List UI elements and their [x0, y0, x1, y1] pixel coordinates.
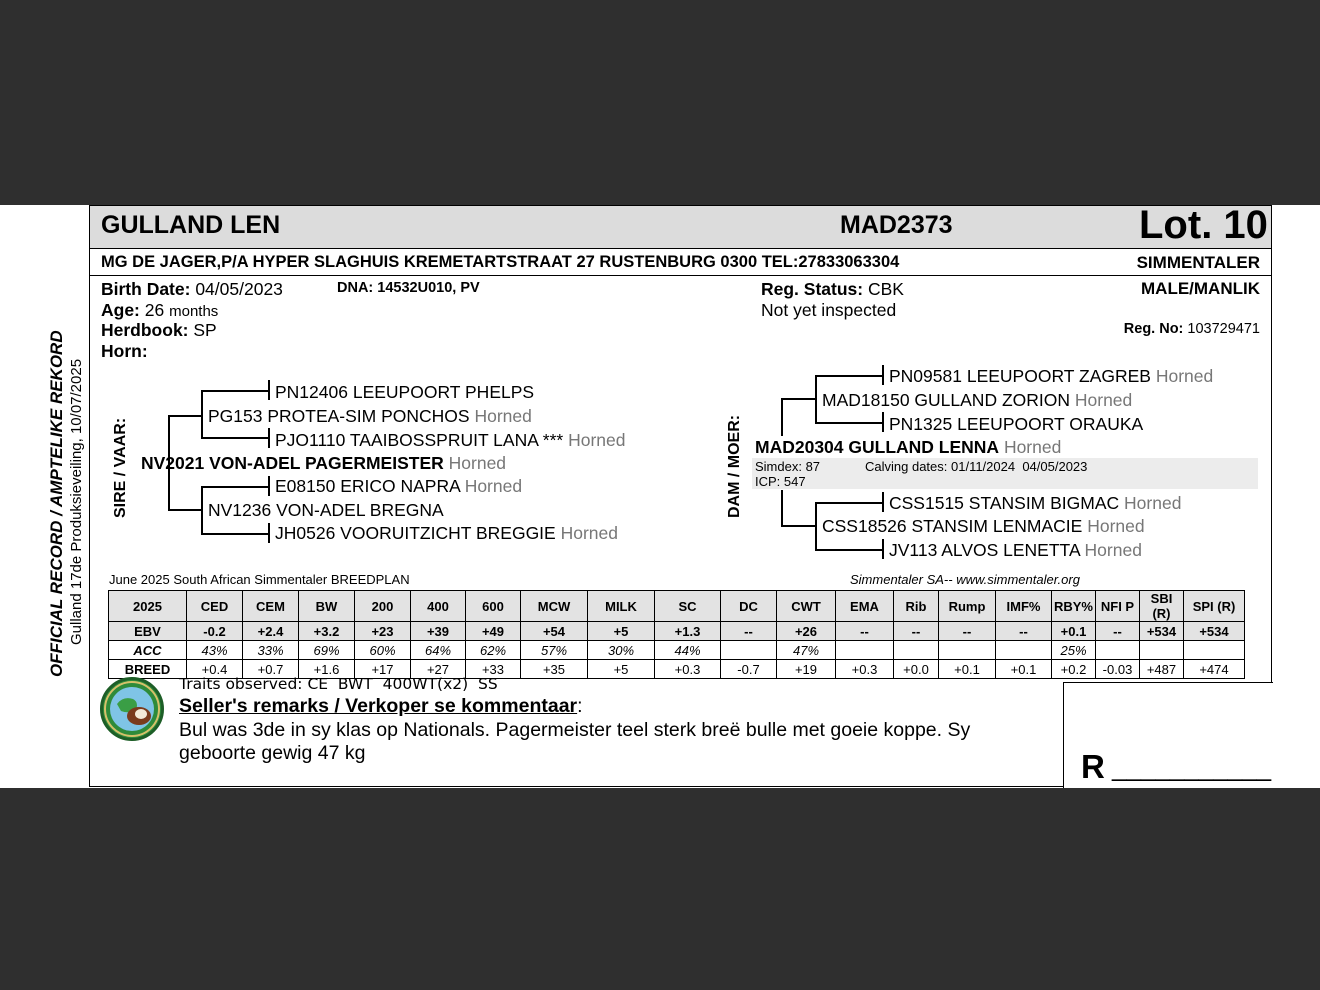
ebv-header-cell: SPI (R): [1184, 591, 1245, 622]
accuracy-row: [109, 641, 1245, 660]
pedigree-line: [268, 523, 270, 543]
pedigree-line: [815, 375, 883, 377]
sire-granddam: NV1236 VON-ADEL BREGNA: [208, 500, 444, 520]
accuracy-cell: 57%: [521, 641, 588, 660]
herdbook: Herdbook: SP: [101, 320, 217, 340]
remarks-line-1: Bul was 3de in sy klas op Nationals. Pagermeister teel sterk breë bulle met goeie koppe. Sy: [179, 719, 971, 741]
ebv-header-cell: 400: [411, 591, 466, 622]
ebv-header-cell: CED: [187, 591, 243, 622]
accuracy-cell: 69%: [299, 641, 355, 660]
owner-line: MG DE JAGER,P/A HYPER SLAGHUIS KREMETARTSTRAAT 27 RUSTENBURG 0300 TEL:27833063304: [101, 253, 900, 271]
accuracy-cell: [721, 641, 777, 660]
breed-cell: +0.3: [836, 660, 894, 679]
ebv-cell: +534: [1140, 622, 1184, 641]
traits-observed: Traits observed: CE BWT 400WT(x2) SS: [179, 675, 498, 693]
ebv-header-cell: BW: [299, 591, 355, 622]
sire-gddam: JH0526 VOORUITZICHT BREGGIE Horned: [275, 523, 618, 543]
horn-label: Horn:: [101, 341, 148, 361]
breed-cell: +0.2: [1052, 660, 1096, 679]
animal-name: GULLAND LEN: [101, 211, 281, 239]
sire-name: NV2021 VON-ADEL PAGERMEISTER Horned: [141, 453, 507, 473]
accuracy-cell: [836, 641, 894, 660]
dam-calving-dates: Calving dates: 01/11/2024 04/05/2023: [865, 459, 1088, 474]
dam-gdsire: CSS1515 STANSIM BIGMAC Horned: [889, 493, 1182, 513]
breed-cell: -0.03: [1096, 660, 1140, 679]
globe-cow-icon: [103, 680, 161, 738]
dna-info: DNA: 14532U010, PV: [337, 280, 480, 296]
breed-cell: +19: [777, 660, 836, 679]
pedigree-line: [781, 490, 783, 526]
sire-ggdam: PJO1110 TAAIBOSSPRUIT LANA *** Horned: [275, 430, 626, 450]
breed-cell: +0.0: [894, 660, 939, 679]
ebv-cell: +54: [521, 622, 588, 641]
sire-grandsire: PG153 PROTEA-SIM PONCHOS Horned: [208, 406, 532, 426]
accuracy-cell: 62%: [466, 641, 521, 660]
ebv-header-cell: IMF%: [996, 591, 1052, 622]
ebv-cell: --: [1096, 622, 1140, 641]
ebv-cell: -0.2: [187, 622, 243, 641]
pedigree-line: [882, 492, 884, 512]
ebv-cell: --: [894, 622, 939, 641]
ebv-cell: --: [996, 622, 1052, 641]
ebv-cell: +3.2: [299, 622, 355, 641]
breed-cell: +487: [1140, 660, 1184, 679]
accuracy-cell: 44%: [655, 641, 721, 660]
dam-name: MAD20304 GULLAND LENNA Horned: [755, 437, 1062, 457]
ebv-header-cell: MILK: [588, 591, 655, 622]
pedigree-line: [882, 365, 884, 385]
animal-id: MAD2373: [840, 211, 953, 239]
ebv-cell: --: [939, 622, 996, 641]
pedigree-line: [815, 502, 817, 550]
ebv-header-cell: CWT: [777, 591, 836, 622]
pedigree-line: [168, 415, 202, 417]
accuracy-cell: [996, 641, 1052, 660]
ebv-header-cell: MCW: [521, 591, 588, 622]
pedigree-line: [781, 398, 816, 400]
price-blank-line: ___________: [1112, 752, 1272, 782]
pedigree-line: [201, 486, 203, 534]
pedigree-line: [815, 422, 883, 424]
reg-status: Reg. Status: CBK: [761, 279, 904, 299]
accuracy-cell: 64%: [411, 641, 466, 660]
pedigree-line: [815, 375, 817, 423]
ebv-cell: --: [836, 622, 894, 641]
dam-gddam: JV113 ALVOS LENETTA Horned: [889, 540, 1142, 560]
ebv-header-cell: RBY%: [1052, 591, 1096, 622]
breed-label: SIMMENTALER: [1136, 253, 1260, 272]
dam-icp: ICP: 547: [755, 474, 806, 489]
accuracy-cell: [894, 641, 939, 660]
accuracy-cell: ACC: [109, 641, 187, 660]
ebv-header-cell: NFI P: [1096, 591, 1140, 622]
breed-cell: +0.1: [996, 660, 1052, 679]
ebv-header-cell: SC: [655, 591, 721, 622]
breed-cell: +0.1: [939, 660, 996, 679]
accuracy-cell: [1140, 641, 1184, 660]
ebv-header-cell: SBI (R): [1140, 591, 1184, 622]
breed-cell: -0.7: [721, 660, 777, 679]
ebv-cell: +1.3: [655, 622, 721, 641]
pedigree-line: [781, 398, 783, 436]
reg-number: Reg. No: 103729471: [1123, 321, 1260, 337]
accuracy-cell: 33%: [243, 641, 299, 660]
pedigree-line: [268, 380, 270, 400]
ebv-header-cell: EMA: [836, 591, 894, 622]
breed-cell: +474: [1184, 660, 1245, 679]
dam-ggdam: PN1325 LEEUPOORT ORAUKA: [889, 414, 1144, 434]
inspection-status: Not yet inspected: [761, 300, 897, 320]
pedigree-line: [815, 502, 883, 504]
ebv-cell: +0.1: [1052, 622, 1096, 641]
accuracy-cell: [939, 641, 996, 660]
pedigree-line: [781, 525, 816, 527]
simmentaler-globe-logo-icon: [100, 677, 164, 741]
breed-cell: +0.4: [187, 660, 243, 679]
accuracy-cell: 60%: [355, 641, 411, 660]
pedigree-line: [201, 437, 269, 439]
dam-simdex: Simdex: 87: [755, 459, 821, 474]
breedplan-title: June 2025 South African Simmentaler BREEDPLAN: [109, 572, 410, 587]
ebv-header-cell: 2025: [109, 591, 187, 622]
dam-side-label: DAM / MOER:: [726, 414, 743, 518]
dam-granddam: CSS18526 STANSIM LENMACIE Horned: [822, 516, 1145, 536]
breed-cell: +33: [466, 660, 521, 679]
ebv-cell: +23: [355, 622, 411, 641]
breedplan-website: Simmentaler SA-- www.simmentaler.org: [850, 572, 1080, 587]
pedigree-line: [201, 486, 269, 488]
sale-name-label: Gulland 17de Produksieveiling, 10/07/2025: [68, 358, 85, 645]
ebv-cell: --: [721, 622, 777, 641]
ebv-header-cell: Rump: [939, 591, 996, 622]
sire-ggsire: PN12406 LEEUPOORT PHELPS: [275, 382, 535, 402]
accuracy-cell: [1184, 641, 1245, 660]
pedigree-line: [815, 549, 883, 551]
ebv-cell: +2.4: [243, 622, 299, 641]
breed-cell: +35: [521, 660, 588, 679]
dam-ggsire: PN09581 LEEUPOORT ZAGREB Horned: [889, 366, 1214, 386]
accuracy-cell: [1096, 641, 1140, 660]
ebv-row: [109, 622, 1245, 641]
breed-cell: +0.3: [655, 660, 721, 679]
ebv-cell: +5: [588, 622, 655, 641]
official-record-label: OFFICIAL RECORD / AMPTELIKE REKORD: [47, 330, 66, 677]
ebv-header-cell: DC: [721, 591, 777, 622]
breed-cell: +5: [588, 660, 655, 679]
age: Age: 26 months: [101, 300, 219, 320]
breed-cell: +27: [411, 660, 466, 679]
dam-grandsire: MAD18150 GULLAND ZORION Horned: [822, 390, 1133, 410]
pedigree-line: [201, 533, 269, 535]
breed-cell: +1.6: [299, 660, 355, 679]
ebv-cell: +49: [466, 622, 521, 641]
sex-label: MALE/MANLIK: [1141, 279, 1260, 298]
pedigree-line: [268, 428, 270, 448]
ebv-cell: +534: [1184, 622, 1245, 641]
pedigree-line: [201, 390, 269, 392]
pedigree-line: [882, 539, 884, 559]
remarks-line-2: geboorte gewig 47 kg: [179, 742, 366, 764]
birth-date: Birth Date: 04/05/2023: [101, 279, 283, 299]
ebv-cell: +26: [777, 622, 836, 641]
breed-cell: +17: [355, 660, 411, 679]
breed-cell: +0.7: [243, 660, 299, 679]
pedigree-line: [168, 509, 202, 511]
sire-gdsire: E08150 ERICO NAPRA Horned: [275, 476, 523, 496]
pedigree-line: [201, 390, 203, 438]
ebv-cell: EBV: [109, 622, 187, 641]
accuracy-cell: 43%: [187, 641, 243, 660]
ebv-header-cell: 200: [355, 591, 411, 622]
lot-number: Lot. 10: [1139, 203, 1268, 247]
ebv-header-cell: Rib: [894, 591, 939, 622]
ebv-header-cell: 600: [466, 591, 521, 622]
remarks-heading: Seller's remarks / Verkoper se kommentaar:: [179, 695, 583, 717]
ebv-table: [108, 590, 1245, 679]
price-label: R: [1081, 748, 1105, 785]
accuracy-cell: 25%: [1052, 641, 1096, 660]
sire-side-label: SIRE / VAAR:: [112, 417, 129, 518]
pedigree-line: [882, 412, 884, 432]
ebv-cell: +39: [411, 622, 466, 641]
accuracy-cell: 47%: [777, 641, 836, 660]
ebv-header-row: [109, 591, 1245, 622]
accuracy-cell: 30%: [588, 641, 655, 660]
breed-cell: BREED: [109, 660, 187, 679]
pedigree-line: [268, 476, 270, 496]
ebv-header-cell: CEM: [243, 591, 299, 622]
